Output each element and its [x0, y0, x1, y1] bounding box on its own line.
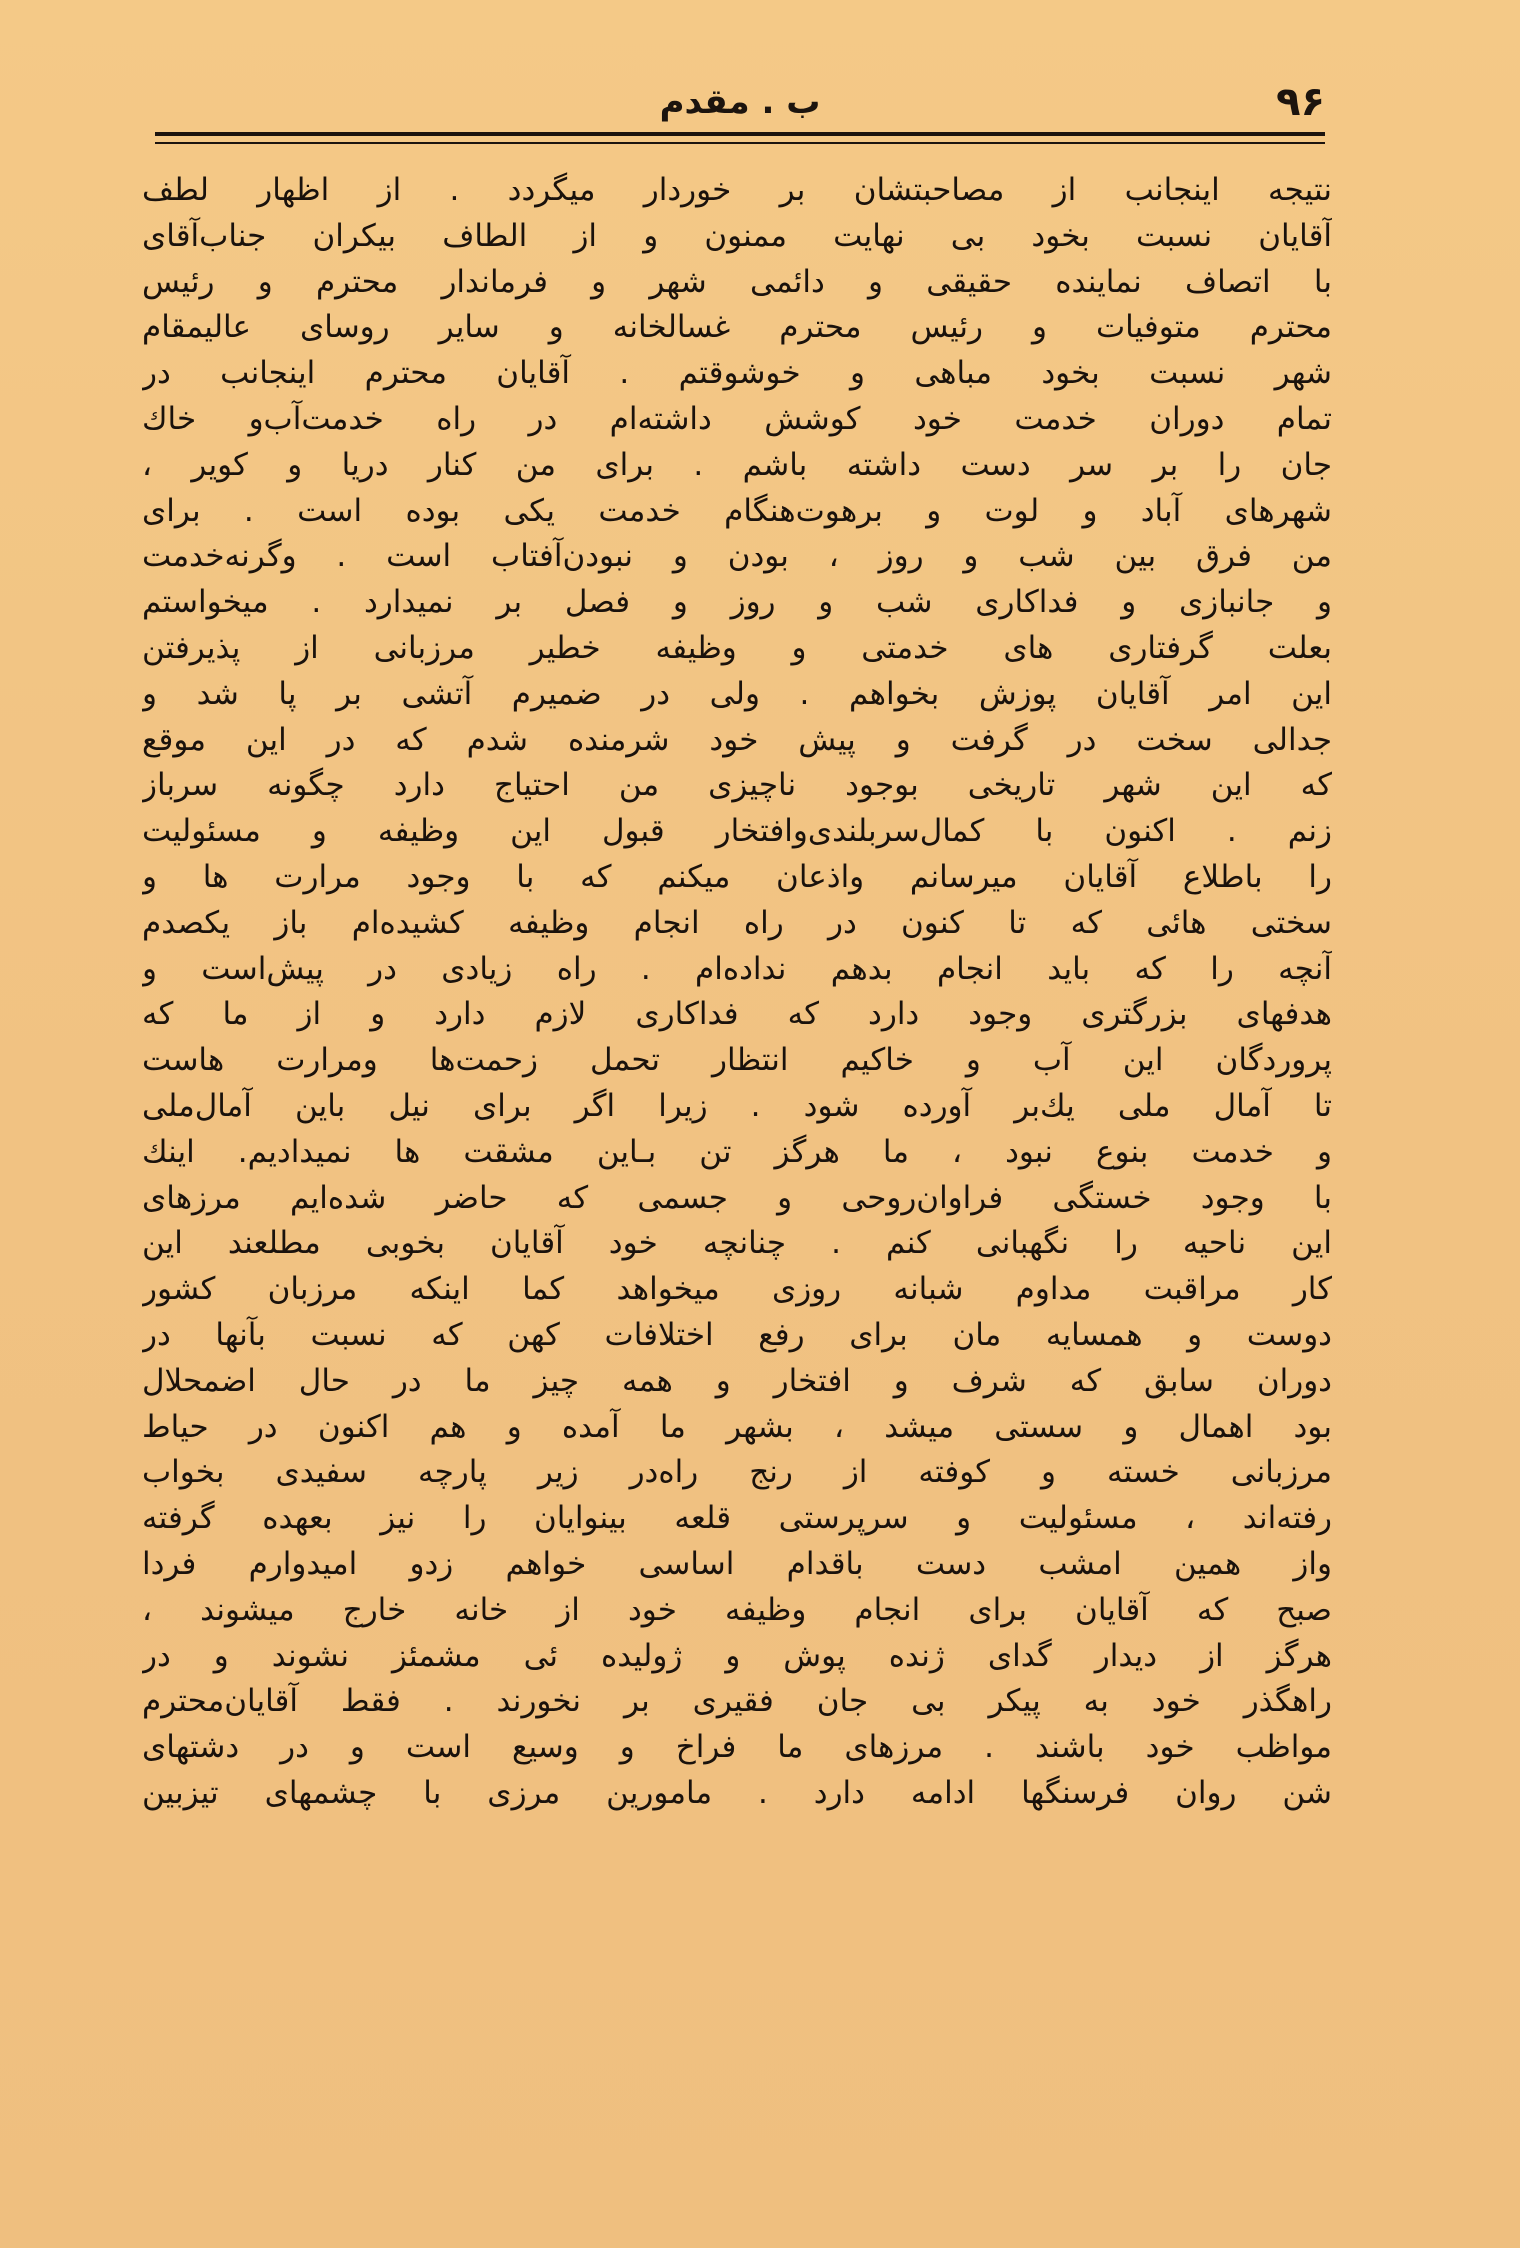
text-line: دوست و همسایه مان برای رفع اختلافات کهن که نسبت بآنها در: [142, 1316, 1332, 1353]
text-line: پروردگان این آب و خاکیم انتظار تحمل زحمت‌ها ومرارت هاست: [142, 1042, 1332, 1079]
text-line: این ناحیه را نگهبانی کنم . چنانچه خود آقایان بخوبی مطلعند این: [142, 1225, 1332, 1262]
text-line: محترم متوفیات و رئیس محترم غسالخانه و سایر روسای عالیمقام: [142, 309, 1332, 346]
text-line: آقایان نسبت بخود بی نهایت ممنون و از الطاف بیکران جناب‌آقای: [142, 217, 1332, 254]
text-line: شن روان فرسنگها ادامه دارد . مامورین مرزی با چشمهای تیزبین: [142, 1774, 1332, 1811]
text-line: بود اهمال و سستی میشد ، بشهر ما آمده و هم اکنون در حیاط: [142, 1408, 1332, 1445]
text-line: بعلت گرفتاری های خدمتی و وظیفه خطیر مرزبانی از پذیرفتن: [142, 629, 1332, 666]
text-line: جان را بر سر دست داشته باشم . برای من کنار دریا و کویر ،: [142, 446, 1332, 483]
text-line: دوران سابق که شرف و افتخار و همه چیز ما در حال اضمحلال: [142, 1362, 1332, 1399]
page-number: ۹۶: [1276, 79, 1325, 125]
text-line: با وجود خستگی فراوان‌روحی و جسمی که حاضر شده‌ایم مرزهای: [142, 1179, 1332, 1216]
text-line: و جانبازی و فداکاری شب و روز و فصل بر نمیدارد . میخواستم: [142, 584, 1332, 621]
body-text: [142, 168, 1332, 1817]
text-line: هرگز از دیدار گدای ژنده پوش و ژولیده ئی مشمئز نشوند و در: [142, 1637, 1332, 1674]
text-line: با اتصاف نماینده حقیقی و دائمی شهر و فرماندار محترم و رئیس: [142, 263, 1332, 300]
text-line: هدفهای بزرگتری وجود دارد که فداکاری لازم دارد و از ما که: [142, 996, 1332, 1033]
text-line: نتیجه اینجانب از مصاحبتشان بر خوردار میگردد . از اظهار لطف: [142, 172, 1332, 208]
text-line: سختی هائی که تا کنون در راه انجام وظیفه کشیده‌ام باز یکصدم: [142, 904, 1332, 941]
text-line: جدالی سخت در گرفت و پیش خود شرمنده شدم که در این موقع: [142, 721, 1332, 758]
text-line: راهگذر خود به پیکر بی جان فقیری بر نخورند . فقط آقایان‌محترم: [142, 1683, 1332, 1720]
header-rule-thin: [155, 142, 1325, 144]
header-rule-thick: [155, 132, 1325, 136]
text-line: شهر نسبت بخود مباهی و خوشوقتم . آقایان محترم اینجانب در: [142, 355, 1332, 392]
running-head: [155, 72, 1325, 132]
text-line: رفته‌اند ، مسئولیت و سرپرستی قلعه بینوایان را نیز بعهده گرفته: [142, 1500, 1332, 1537]
text-line: را باطلاع آقایان میرسانم واذعان میکنم که با وجود مرارت ها و: [142, 858, 1332, 895]
text-line: تا آمال ملی یك‌بر آورده شود . زیرا اگر برای نیل باین آمال‌ملی: [142, 1087, 1332, 1124]
text-line: آنچه را که باید انجام بدهم نداده‌ام . راه زیادی در پیش‌است و: [142, 950, 1332, 987]
section-title: ب . مقدم: [659, 82, 821, 122]
text-line: صبح که آقایان برای انجام وظیفه خود از خانه خارج میشوند ،: [142, 1591, 1332, 1628]
text-line: این امر آقایان پوزش بخواهم . ولی در ضمیرم آتشی بر پا شد و: [142, 675, 1332, 712]
text-line: زنم . اکنون با کمال‌سربلندی‌وافتخار قبول این وظیفه و مسئولیت: [142, 813, 1332, 850]
text-line: که این شهر تاریخی بوجود ناچیزی من احتیاج دارد چگونه سرباز: [142, 767, 1332, 804]
text-line: واز همین امشب دست باقدام اساسی خواهم زدو امیدوارم فردا: [142, 1545, 1332, 1582]
text-line: مرزبانی خسته و کوفته از رنج راه‌در زیر پارچه سفیدی بخواب: [142, 1454, 1332, 1491]
text-line: کار مراقبت مداوم شبانه روزی میخواهد کما اینکه مرزبان کشور: [142, 1271, 1332, 1308]
text-line: و خدمت بنوع نبود ، ما هرگز تن بـاین مشقت ها نمیدادیم. اینك: [142, 1133, 1332, 1170]
text-line: تمام دوران خدمت خود کوشش داشته‌ام در راه خدمت‌آب‌و خاك: [142, 400, 1332, 437]
text-line: مواظب خود باشند . مرزهای ما فراخ و وسیع است و در دشتهای: [142, 1729, 1332, 1766]
text-line: شهرهای آباد و لوت و برهوت‌هنگام خدمت یکی بوده است . برای: [142, 492, 1332, 529]
text-line: من فرق بین شب و روز ، بودن و نبودن‌آفتاب است . وگرنه‌خدمت: [142, 538, 1332, 575]
